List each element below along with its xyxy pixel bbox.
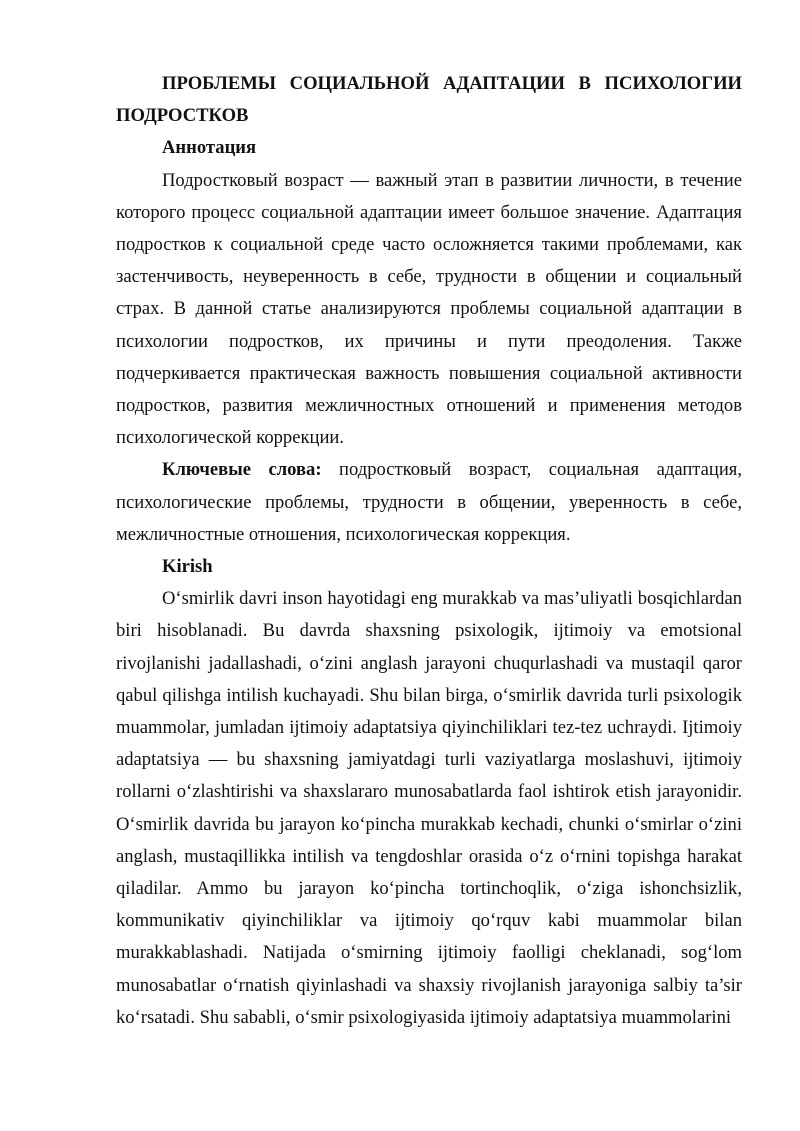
- keywords-paragraph: [116, 454, 742, 551]
- annotation-paragraph: Подростковый возраст — важный этап в развитии личности, в течение которого процесс социальной адаптации имеет большое значение. Адаптация подростков к социальной среде часто осложняется такими проблемами, как застенчивость, неуверенность в себе, трудности в общении и социальный страх. В данной статье анализируются проблемы социальной адаптации в психологии подростков, их причины и пути преодоления. Также подчеркивается практическая важность повышения социальной активности подростков, развития межличностных отношений и применения методов психологической коррекции.: [116, 169, 742, 449]
- document-page: [116, 68, 742, 1034]
- keywords-label: Ключевые слова:: [162, 459, 322, 481]
- intro-heading: Kirish: [162, 556, 213, 578]
- intro-paragraph: O‘smirlik davri inson hayotidagi eng murakkab va mas’uliyatli bosqichlardan biri hisoblanadi. Bu davrda shaxsning psixologik, ijtimoiy va emotsional rivojlanishi jadallashadi, o‘zini anglash jarayoni chuqurlashadi va mustaqil qaror qabul qilishga intilish kuchayadi. Shu bilan birga, o‘smirlik davrida turli psixologik muammolar, jumladan ijtimoiy adaptatsiya qiyinchiliklari tez-tez uchraydi. Ijtimoiy adaptatsiya — bu shaxsning jamiyatdagi turli vaziyatlarga moslashuvi, ijtimoiy rollarni o‘zlashtirishi va shaxslararo munosabatlarda faol ishtirok etish jarayonidir. O‘smirlik davrida bu jarayon ko‘pincha murakkab kechadi, chunki o‘smirlar o‘zini anglash, mustaqillikka intilish va tengdoshlar orasida o‘z o‘rnini topishga harakat qiladilar. Ammo bu jarayon ko‘pincha tortinchoqlik, o‘ziga ishonchsizlik, kommunikativ qiyinchiliklar va ijtimoiy qo‘rquv kabi muammolar bilan murakkablashadi. Natijada o‘smirning ijtimoiy faolligi cheklanadi, sog‘lom munosabatlar o‘rnatish qiyinlashadi va shaxsiy rivojlanish jarayoniga salbiy ta’sir ko‘rsatadi. Shu sababli, o‘smir psixologiyasida ijtimoiy adaptatsiya muammolarini: [116, 588, 742, 1028]
- annotation-heading: Аннотация: [162, 137, 257, 159]
- keywords-text: подростковый возраст, социальная адаптация, психологические проблемы, трудности в общении, уверенность в себе, межличностные отношения, психологическая коррекция.: [116, 459, 742, 545]
- article-title: ПРОБЛЕМЫ СОЦИАЛЬНОЙ АДАПТАЦИИ В ПСИХОЛОГИИ ПОДРОСТКОВ: [116, 73, 742, 127]
